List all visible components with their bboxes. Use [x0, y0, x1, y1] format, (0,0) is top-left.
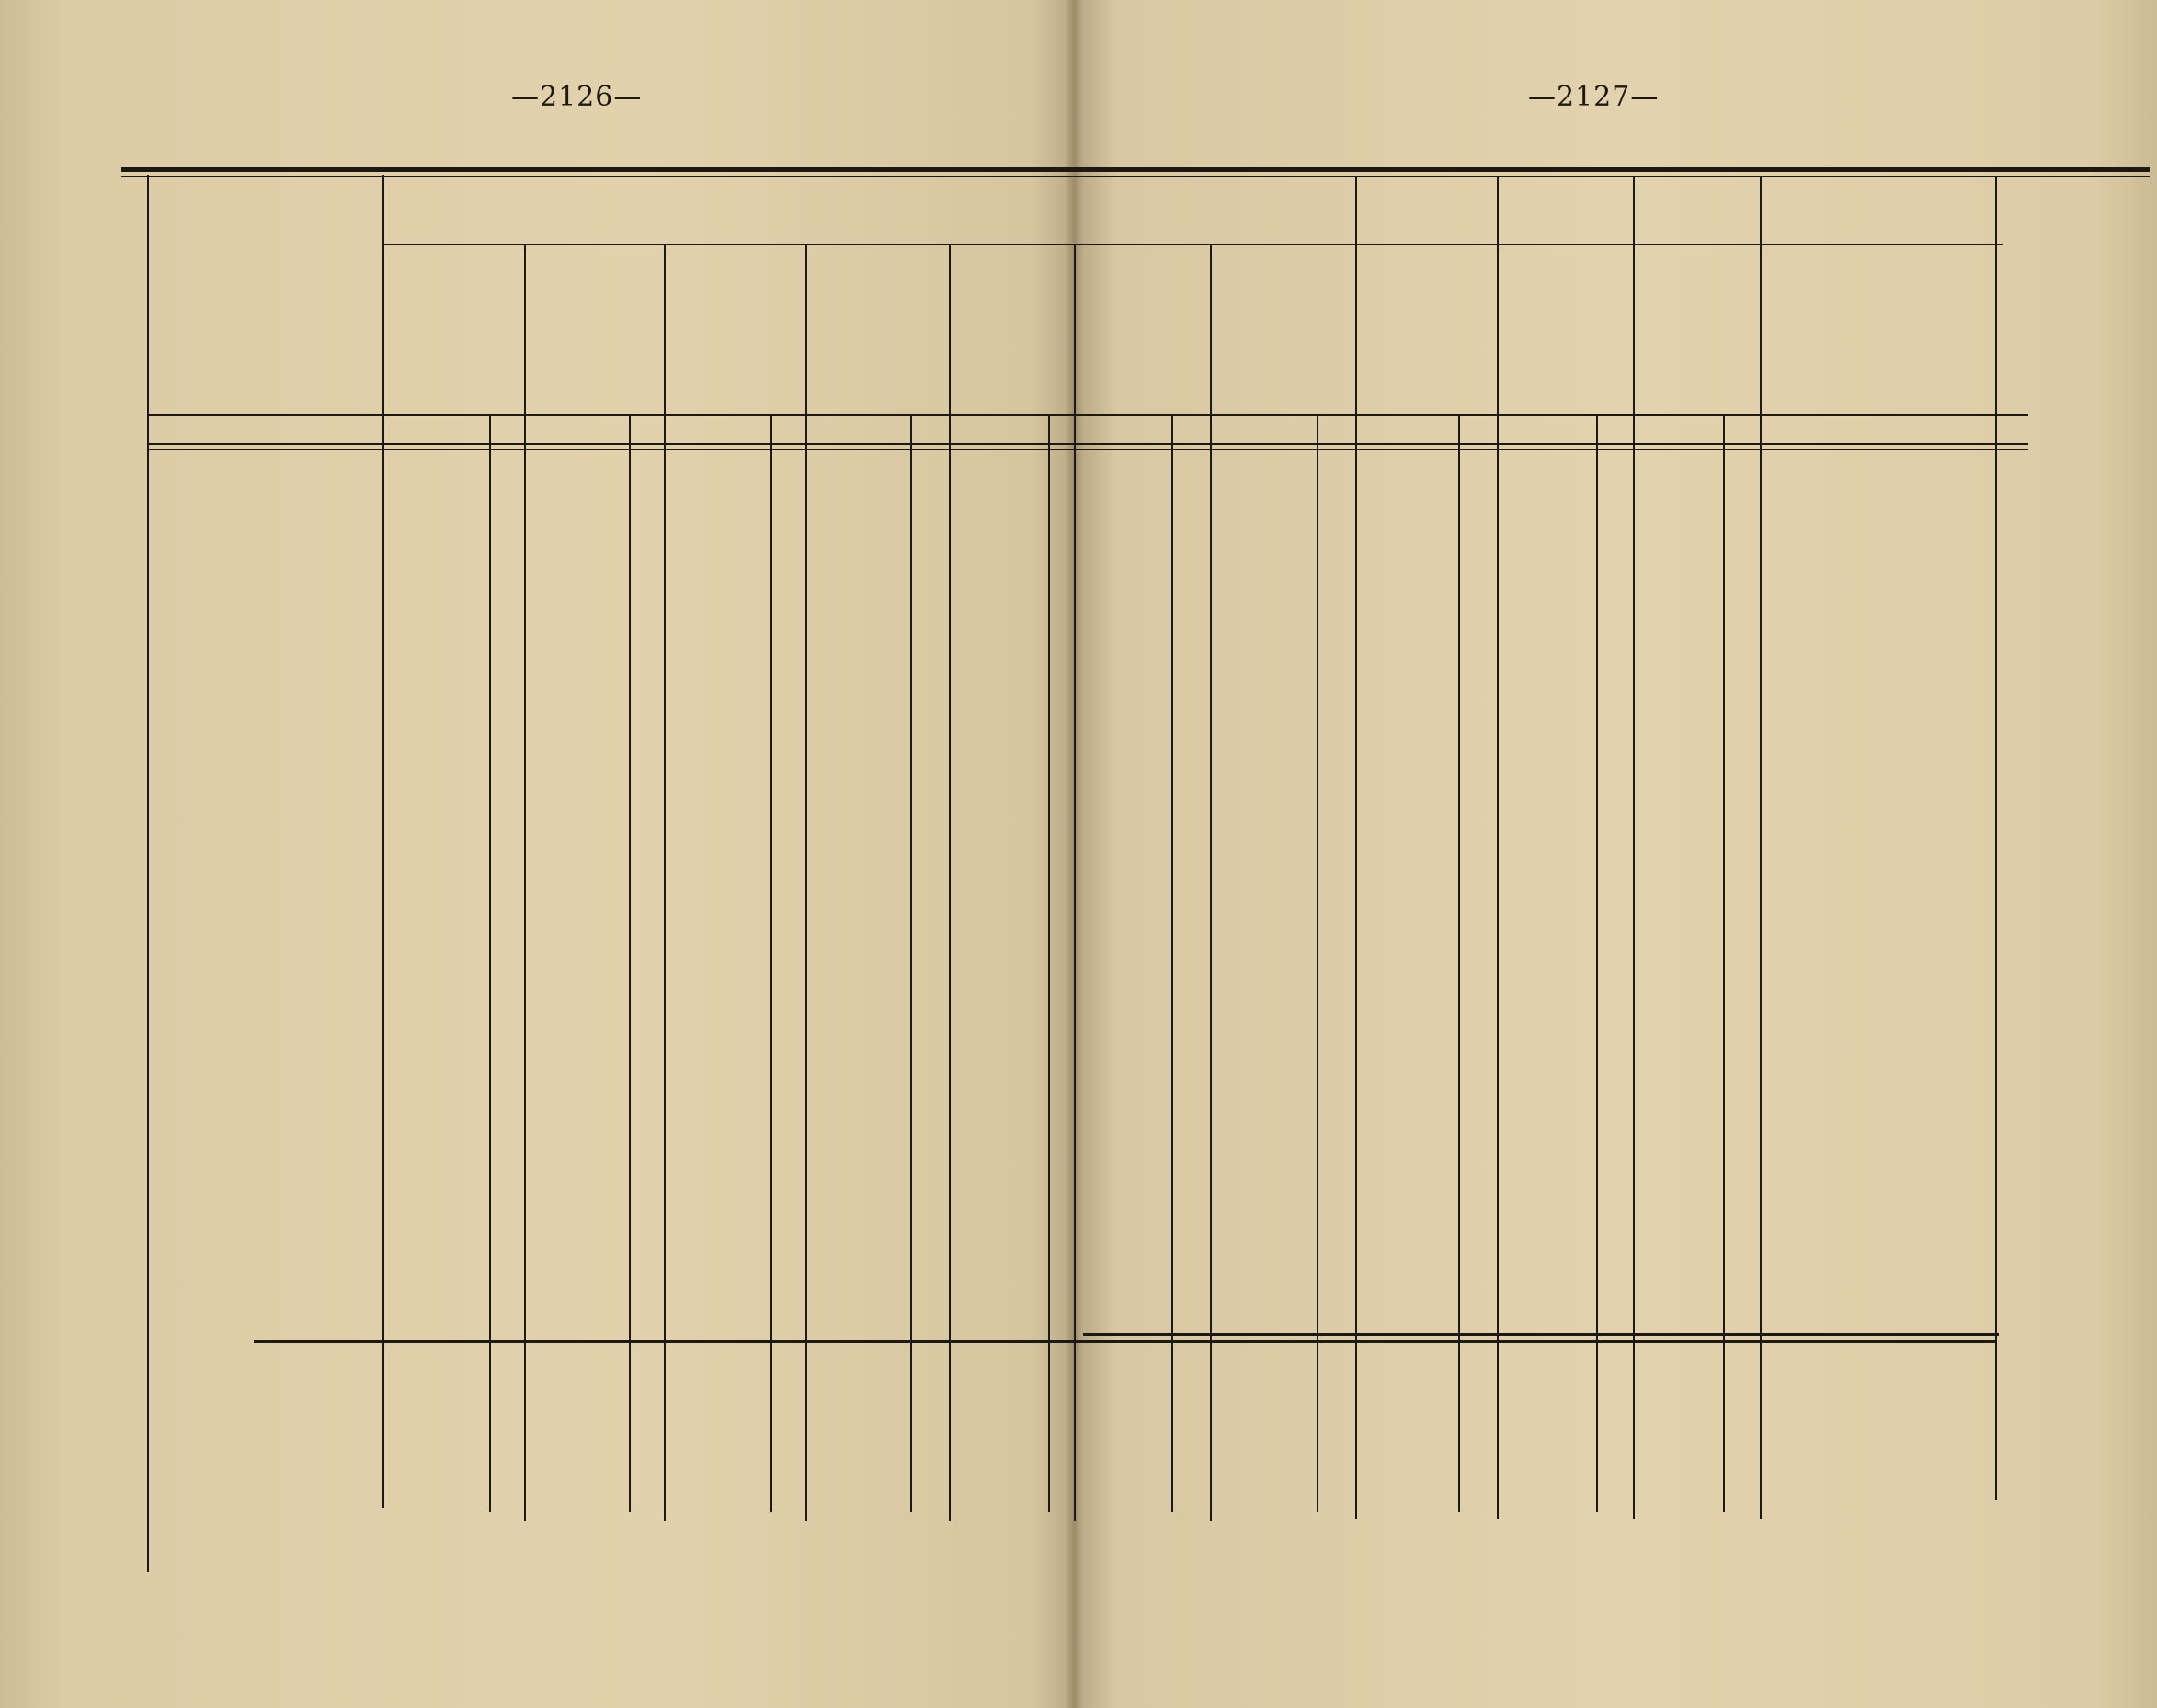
left-page-number: —2126—: [511, 81, 643, 113]
technician-border: [664, 244, 666, 1521]
left-page: [0, 0, 1074, 1708]
totals-rule-left: [254, 1340, 1996, 1343]
totals-rule-right: [1083, 1333, 1999, 1336]
right-page-number: —2127—: [1528, 81, 1660, 113]
deposit-loan-header: [1646, 180, 1754, 410]
table-left-border: [147, 175, 149, 1572]
district-column-border: [382, 175, 384, 1508]
header-bottom-rule-2: [147, 449, 2028, 450]
header-bottom-rule-1: [147, 443, 2028, 445]
technician-rub-kop-divider: [629, 414, 631, 1512]
dep-loan-border: [1760, 176, 1762, 1519]
machines-rub-kop-divider: [910, 414, 912, 1512]
total-rub-kop-divider: [1317, 414, 1318, 1512]
misc-border: [1210, 244, 1212, 1521]
engineer-rub-kop-divider: [489, 414, 491, 1512]
units-rule: [147, 414, 2028, 416]
dep-grant-rub-kop-divider: [1596, 414, 1598, 1512]
dep-loan-rub-kop-divider: [1723, 414, 1725, 1512]
materials-rub-kop-divider: [1048, 414, 1050, 1512]
stove-rub-kop-divider: [770, 414, 772, 1512]
loan-header: [1355, 180, 1493, 410]
top-rule-thick: [121, 167, 2150, 172]
engineer-kop-border: [524, 244, 526, 1521]
table-right-border: [1995, 176, 1997, 1500]
stove-border: [805, 244, 807, 1521]
dep-grant-border: [1633, 176, 1635, 1519]
loan-rub-kop-divider: [1458, 414, 1460, 1512]
loan-border: [1497, 176, 1499, 1519]
machines-border: [949, 244, 951, 1521]
misc-rub-kop-divider: [1171, 414, 1173, 1512]
deposit-grant-header: [1508, 180, 1627, 410]
materials-border: [1074, 244, 1076, 1521]
top-rule-thin: [121, 176, 2150, 177]
